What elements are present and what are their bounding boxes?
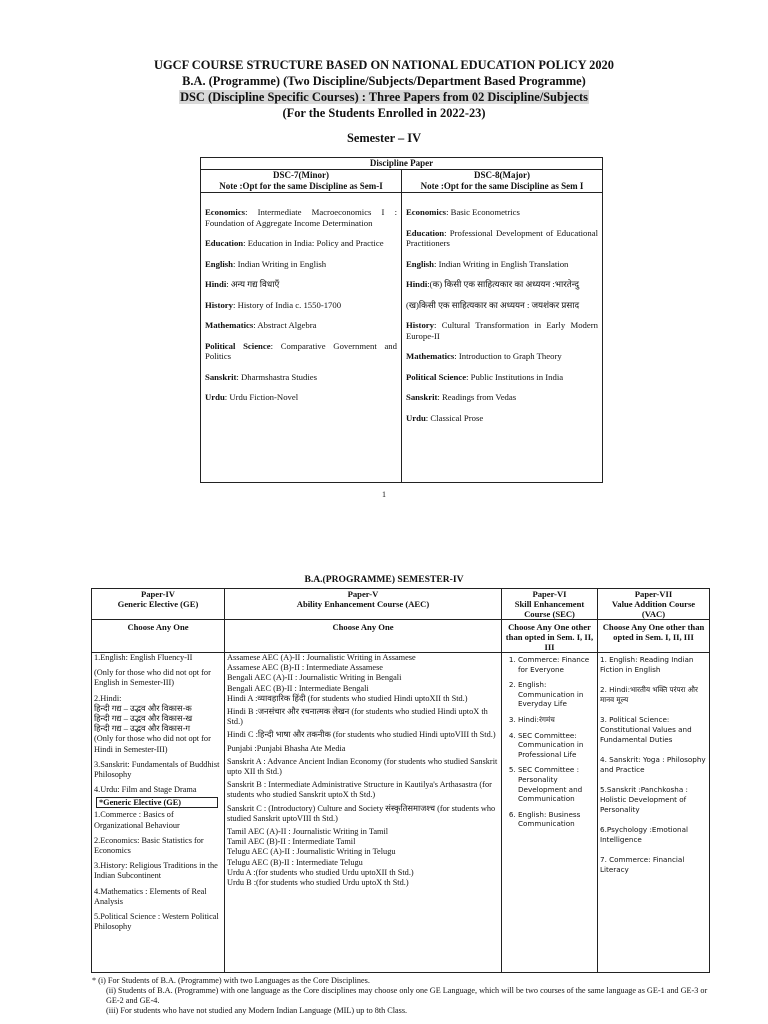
discipline-entry	[205, 207, 397, 228]
discipline-entry	[205, 279, 397, 290]
sec-item: 4. SEC Committee: Communication in Professional Life	[518, 731, 595, 760]
discipline-paper-table	[200, 157, 603, 483]
document-heading	[0, 57, 768, 121]
dsc7-list	[201, 193, 402, 483]
vac-item: 6.Psychology :Emotional Intelligence	[600, 825, 688, 844]
aec-item: Urdu B :(for students who studied Urdu uptoX th Std.)	[227, 878, 409, 888]
ge-hindi-3: हिन्दी गद्य – उद्भव और विकास-ग	[94, 724, 191, 734]
vac-item: 5.Sanskrit :Panchkosha : Holistic Development of Personality	[600, 785, 688, 814]
ge-urdu: 4.Urdu: Film and Stage Drama	[94, 785, 197, 795]
ge-history: 3.History: Religious Traditions in the Indian Subcontinent	[94, 861, 218, 881]
heading-line-1: UGCF COURSE STRUCTURE BASED ON NATIONAL EDUCATION POLICY 2020	[154, 58, 614, 72]
discipline-entry	[406, 372, 598, 383]
table-title: Discipline Paper	[201, 158, 603, 170]
aec-item: Sanskrit A : Advance Ancient Indian Economy (for students who studied Sanskrit upto XII th Std.)	[227, 756, 498, 777]
course-title: : Basic Econometrics	[446, 207, 520, 217]
sec-list	[502, 653, 598, 973]
discipline-entry	[205, 238, 397, 249]
course-title: : अन्य गद्य विधाएँ	[226, 279, 280, 289]
semester-iv-title: B.A.(PROGRAMME) SEMESTER-IV	[304, 574, 464, 585]
paper-vi-header: Paper-VI Skill Enhancement Course (SEC)	[502, 589, 598, 620]
semester-title: Semester – IV	[346, 131, 422, 145]
course-title: : Dharmshastra Studies	[236, 371, 317, 382]
vac-item: 3. Political Science: Constitutional Values and Fundamental Duties	[600, 715, 692, 744]
subject-name: Urdu	[406, 412, 426, 423]
subject-name: Education	[205, 238, 244, 248]
course-title: : History of India c. 1550-1700	[233, 299, 342, 310]
subject-name: Education	[406, 227, 445, 238]
discipline-entry	[406, 259, 598, 270]
choose-aec: Choose Any One	[225, 620, 502, 653]
aec-item: Assamese AEC (B)-II : Intermediate Assamese	[227, 663, 383, 673]
subject-name: Sanskrit	[205, 371, 237, 382]
subject-name: History	[406, 320, 434, 330]
aec-item: Sanskrit B : Intermediate Administrative Structure in Kautilya's Arthasastra (for students who studied Sanskrit uptoX th Std.)	[227, 780, 492, 800]
course-title: (ख)किसी एक साहित्यकार का अध्ययन : जयशंकर प्रसाद	[406, 299, 580, 310]
paper-v-header: Paper-V Ability Enhancement Course (AEC)	[225, 589, 502, 620]
ge-box: *Generic Elective (GE)	[96, 797, 218, 808]
course-title: : Abstract Algebra	[253, 320, 317, 330]
footnote-3: (iii) For students who have not studied any Modern Indian Language (MIL) up to 8th Class.	[106, 1006, 408, 1015]
course-title: : Indian Writing in English Translation	[434, 258, 569, 269]
sec-item: 1. Commerce: Finance for Everyone	[518, 655, 595, 674]
course-title: : Introduction to Graph Theory	[454, 351, 562, 361]
discipline-entry	[406, 279, 598, 290]
ge-hindi-note: (Only for those who did not opt for Hindi in Semester-III)	[94, 734, 211, 754]
course-title: : Comparative Government and Politics	[205, 340, 397, 361]
subject-name: Mathematics	[205, 320, 254, 330]
vac-item: 7. Commerce: Financial Literacy	[600, 855, 685, 874]
aec-item: Telugu AEC (B)-II : Intermediate Telugu	[227, 857, 363, 867]
ge-list	[92, 653, 225, 973]
choose-vac: Choose Any One other than opted in Sem. I, II, III	[598, 620, 710, 653]
heading-line-3: DSC (Discipline Specific Courses) : Three Papers from 02 Discipline/Subjects	[180, 90, 588, 104]
ge-polsci: 5.Political Science : Western Political Philosophy	[94, 912, 219, 932]
course-title: : Indian Writing in English	[233, 258, 327, 269]
dsc8-list	[402, 193, 603, 483]
aec-item: Urdu A :(for students who studied Urdu uptoXII th Std.)	[227, 867, 414, 877]
ge-english: 1.English: English Fluency-II	[94, 653, 193, 662]
discipline-entry	[205, 392, 397, 403]
course-title: : Education in India: Policy and Practice	[243, 238, 384, 248]
course-title: :(क) किसी एक साहित्यकार का अध्ययन :भारतेन्दु	[427, 279, 579, 289]
choose-ge: Choose Any One	[92, 620, 225, 653]
subject-name: History	[205, 299, 233, 310]
aec-item: Hindi C :हिन्दी भाषा और तकनीक (for students who studied Hindi uptoVIII th Std.)	[227, 730, 496, 740]
aec-list	[225, 653, 502, 973]
ge-hindi-label: 2.Hindi:	[94, 693, 122, 703]
course-title: : Readings from Vedas	[437, 392, 517, 402]
aec-item: Sanskrit C : (Introductory) Culture and Society संस्कृतिसमाजश्च (for students who studied Sanskrit uptoVIII th Std.)	[227, 803, 496, 823]
vac-list	[598, 653, 710, 973]
aec-item: Punjabi :Punjabi Bhasha Ate Media	[227, 743, 346, 753]
discipline-entry	[205, 320, 397, 331]
paper-iv-header: Paper-IV Generic Elective (GE)	[92, 589, 225, 620]
discipline-entry	[205, 259, 397, 270]
subject-name: Sanskrit	[406, 392, 438, 402]
discipline-entry	[406, 300, 598, 311]
aec-item: Tamil AEC (A)-II : Journalistic Writing in Tamil	[227, 827, 389, 837]
ge-economics: 2.Economics: Basic Statistics for Economics	[94, 835, 204, 856]
course-title: : Urdu Fiction-Novel	[224, 392, 299, 402]
sec-item: 5. SEC Committee : Personality Development and Communication	[518, 765, 595, 803]
sec-item: 3. Hindi:रंगमंच	[518, 715, 595, 725]
ge-hindi-1: हिन्दी गद्य – उद्भव और विकास-क	[94, 703, 192, 713]
aec-item: Tamil AEC (B)-II : Intermediate Tamil	[227, 837, 356, 847]
subject-name: Hindi	[205, 279, 227, 289]
discipline-entry	[406, 320, 598, 341]
footnotes	[92, 976, 712, 1016]
semester-iv-table	[91, 588, 710, 973]
discipline-entry	[406, 228, 598, 249]
aec-item: Hindi B :जनसंचार और रचनात्मक लेखन (for students who studied Hindi uptoX th Std.)	[227, 707, 488, 727]
course-title: : Classical Prose	[425, 412, 484, 423]
page-number: 1	[382, 490, 386, 499]
heading-line-4: (For the Students Enrolled in 2022-23)	[282, 106, 486, 120]
ge-commerce: 1.Commerce : Basics of Organizational Behaviour	[94, 810, 180, 830]
paper-vii-header: Paper-VII Value Addition Course (VAC)	[598, 589, 710, 620]
sec-item: 2. English: Communication in Everyday Life	[518, 680, 595, 709]
ge-hindi-2: हिन्दी गद्य – उद्भव और विकास-ख	[94, 714, 193, 724]
ge-sanskrit: 3.Sanskrit: Fundamentals of Buddhist Philosophy	[94, 759, 220, 780]
vac-item: 4. Sanskrit: Yoga : Philosophy and Practice	[600, 755, 706, 774]
subject-name: Hindi	[406, 279, 428, 289]
subject-name: English	[406, 258, 435, 269]
discipline-entry	[205, 372, 397, 383]
dsc8-header: DSC-8(Major) Note :Opt for the same Discipline as Sem I	[402, 170, 603, 193]
sec-item: 6. English: Business Communication	[518, 810, 595, 829]
ge-mathematics: 4.Mathematics : Elements of Real Analysis	[94, 886, 207, 906]
choose-sec: Choose Any One other than opted in Sem. I, II, III	[502, 620, 598, 653]
vac-item: 2. Hindi:भारतीय भक्ति परंपरा और मानव मूल्य	[600, 685, 698, 704]
footnote-1: * (i) For Students of B.A. (Programme) with two Languages as the Core Disciplines.	[92, 976, 370, 985]
heading-line-2: B.A. (Programme) (Two Discipline/Subjects/Department Based Programme)	[182, 74, 586, 88]
discipline-entry	[205, 300, 397, 311]
aec-item: Assamese AEC (A)-II : Journalistic Writing in Assamese	[227, 653, 416, 662]
discipline-entry	[406, 207, 598, 218]
subject-name: Economics	[406, 207, 447, 217]
ge-english-note: (Only for those who did not opt for English in Semester-III)	[94, 668, 211, 688]
aec-item: Bengali AEC (A)-II : Journalistic Writing in Bengali	[227, 673, 402, 683]
course-title: : Professional Development of Educational Practitioners	[406, 227, 598, 248]
discipline-entry	[406, 392, 598, 403]
subject-name: Political Science	[205, 340, 271, 351]
discipline-entry	[205, 341, 397, 362]
vac-item: 1. English: Reading Indian Fiction in English	[600, 655, 694, 674]
subject-name: English	[205, 258, 234, 269]
course-title: : Intermediate Macroeconomics I : Foundation of Aggregate Income Determination	[205, 207, 397, 228]
aec-item: Hindi A :व्यावहारिक हिंदी (for students who studied Hindi uptoXII th Std.)	[227, 693, 468, 703]
dsc7-header: DSC-7(Minor) Note :Opt for the same Discipline as Sem-I	[201, 170, 402, 193]
course-title: : Cultural Transformation in Early Modern Europe-II	[406, 320, 598, 341]
subject-name: Mathematics	[406, 351, 455, 361]
subject-name: Economics	[205, 207, 246, 217]
course-title: : Public Institutions in India	[466, 371, 564, 382]
aec-item: Telugu AEC (A)-II : Journalistic Writing in Telugu	[227, 847, 396, 857]
footnote-2: (ii) Students of B.A. (Programme) with one language as the Core disciplines may choose only one GE Language, which will be two courses of the same language as GE-1 and GE-3 or GE-2 and GE-4.	[106, 986, 708, 1005]
discipline-entry	[406, 351, 598, 362]
discipline-entry	[406, 413, 598, 424]
aec-item: Bengali AEC (B)-II : Intermediate Bengali	[227, 683, 369, 693]
subject-name: Political Science	[406, 371, 467, 382]
subject-name: Urdu	[205, 392, 225, 402]
